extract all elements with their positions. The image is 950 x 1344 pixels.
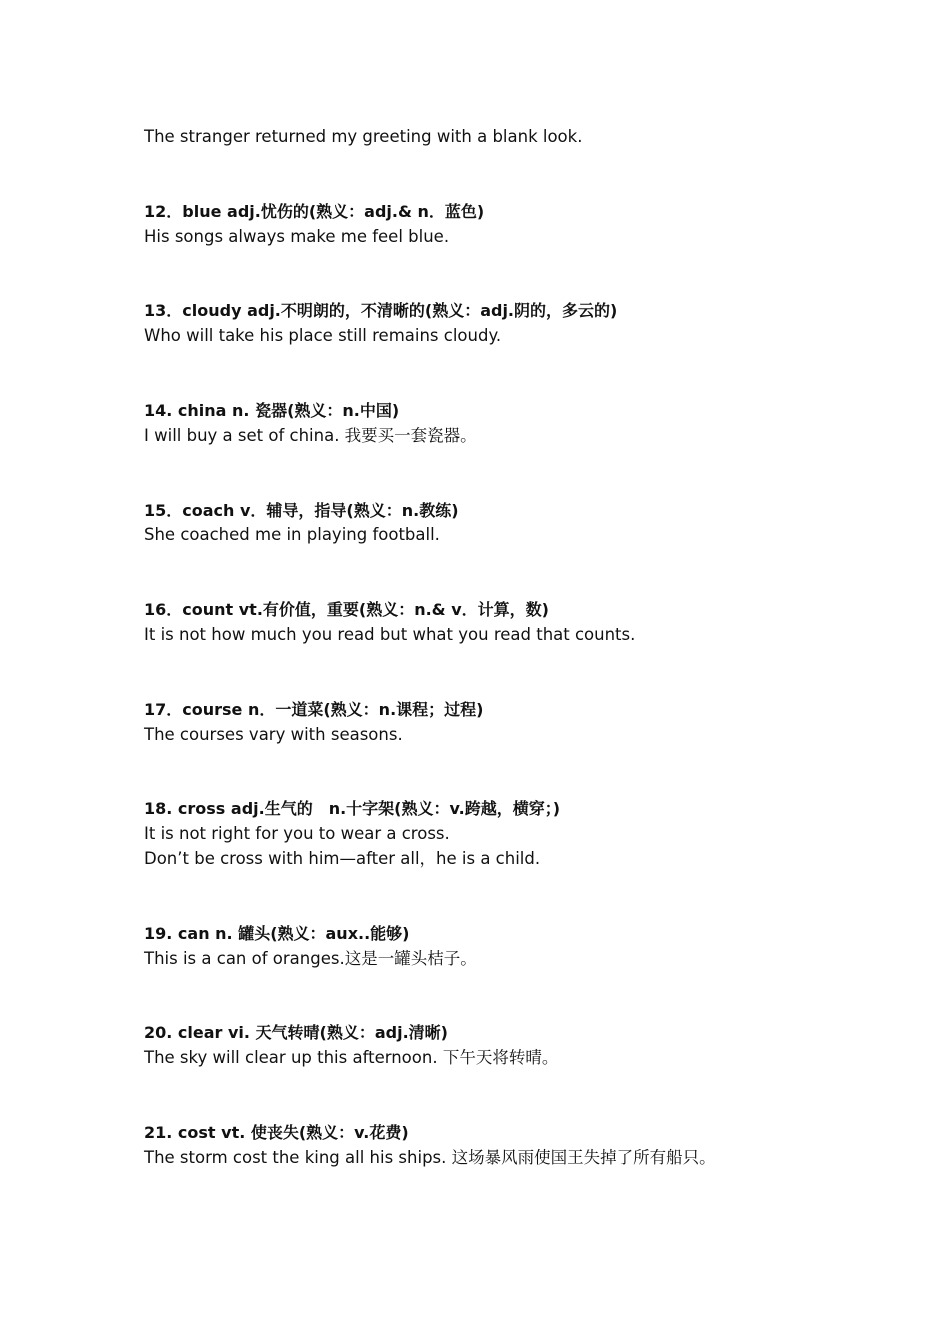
entry-example: This is a can of oranges.这是一罐头桔子。	[144, 949, 477, 968]
entry-heading: 13．cloudy adj.不明朗的，不清晰的(熟义：adj.阴的，多云的)	[144, 301, 618, 320]
entry-example: The storm cost the king all his ships. 这场暴风雨使国王失掉了所有船只。	[144, 1148, 716, 1167]
entry-example: Don’t be cross with him—after all，he is a child.	[144, 849, 541, 868]
entry-heading: 16．count vt.有价值，重要(熟义：n.& v．计算，数)	[144, 600, 549, 619]
entry-example: I will buy a set of china. 我要买一套瓷器。	[144, 426, 477, 445]
entry-heading: 21. cost vt. 使丧失(熟义：v.花费)	[144, 1123, 409, 1142]
entry-example: His songs always make me feel blue.	[144, 227, 450, 246]
entry-heading: 12．blue adj.忧伤的(熟义：adj.& n．蓝色)	[144, 202, 485, 221]
entry-example: The courses vary with seasons.	[144, 725, 403, 744]
entry-example: It is not how much you read but what you read that counts.	[144, 625, 636, 644]
entry-example: It is not right for you to wear a cross.	[144, 824, 450, 843]
entry-example: She coached me in playing football.	[144, 525, 440, 544]
entry-heading: 15．coach v．辅导，指导(熟义：n.教练)	[144, 501, 459, 520]
entry-example: The sky will clear up this afternoon. 下午天将转晴。	[144, 1048, 559, 1067]
entry-example: Who will take his place still remains cloudy.	[144, 326, 502, 345]
intro-sentence: The stranger returned my greeting with a blank look.	[144, 127, 583, 146]
entry-heading: 14. china n. 瓷器(熟义：n.中国)	[144, 401, 400, 420]
entry-heading: 19. can n. 罐头(熟义：aux..能够)	[144, 924, 410, 943]
entry-heading: 17．course n．一道菜(熟义：n.课程；过程)	[144, 700, 484, 719]
entry-heading: 18. cross adj.生气的 n.十字架(熟义：v.跨越，横穿；)	[144, 799, 561, 818]
entry-heading: 20. clear vi. 天气转晴(熟义：adj.清晰)	[144, 1023, 448, 1042]
